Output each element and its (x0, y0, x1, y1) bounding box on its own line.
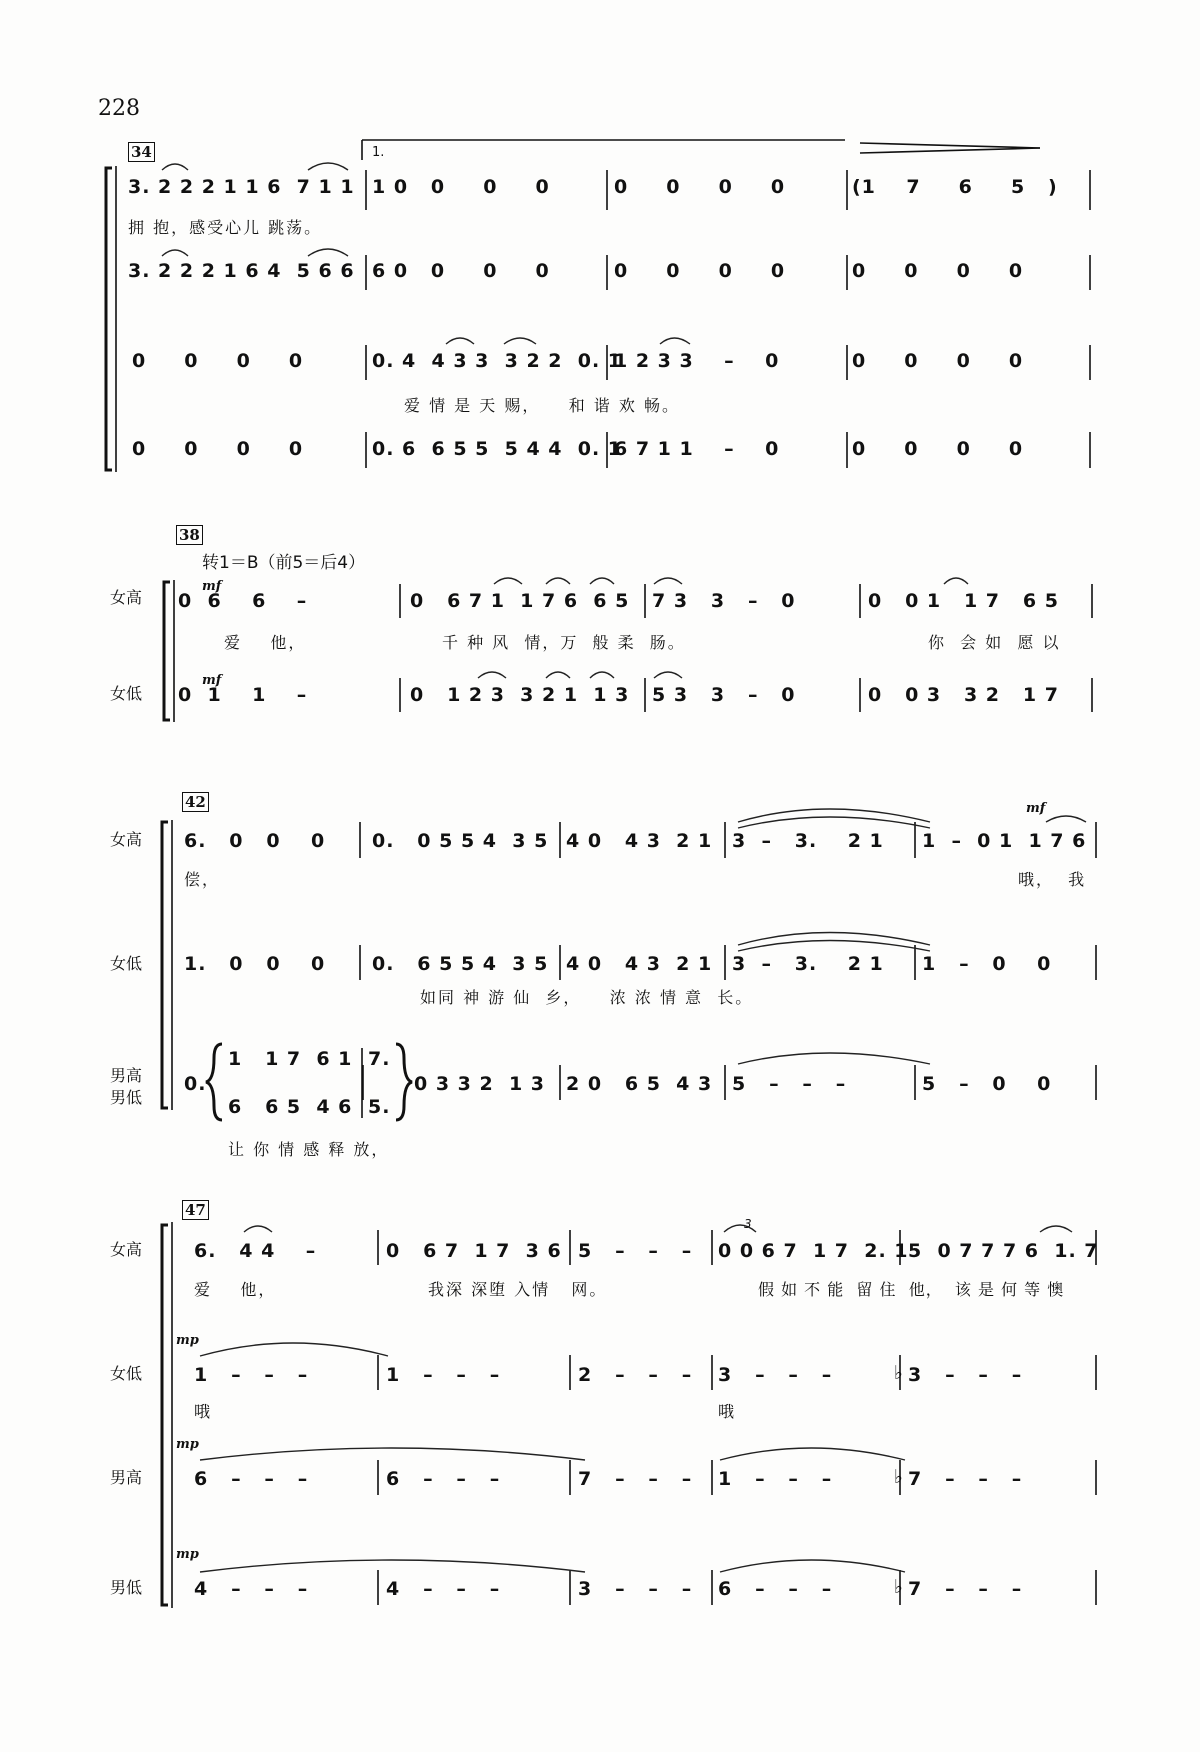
s3-sop-lyrics-2: 哦， 我 (1018, 870, 1087, 889)
s4-bar4: 0 0 0 0 (852, 438, 1024, 460)
s4-alto-bar4: 3 – – – (718, 1364, 833, 1386)
s4-bass-bar3: 3 – – – (578, 1578, 693, 1600)
label-sop-4: 女高 (110, 1240, 143, 1259)
alto-bar3: 5 3 3 – 0 (652, 684, 796, 706)
s4-bass-bar5: 7 – – – (908, 1578, 1023, 1600)
label-alto: 女低 (110, 684, 143, 703)
rehearsal-mark-42: 42 (182, 792, 209, 812)
s3-alto-bar3: 4 0 4 3 2 1 (566, 953, 713, 975)
s4-ten-bar5: 7 – – – (908, 1468, 1023, 1490)
s4-sop-lyrics-1: 爱 他， (194, 1280, 277, 1299)
s4-sop-bar1: 6. 4 4 – (194, 1240, 317, 1262)
men-bar2: 0 3 3 2 1 3 (414, 1073, 546, 1095)
s3-alto-bar2: 0. 6 5 5 4 3 5 (372, 953, 549, 975)
s3-sop-bar4: 3 – 3. 2 1 (732, 830, 884, 852)
s1-lyrics: 拥 抱，感受心儿 跳荡。 (128, 218, 323, 237)
decrescendo-hairpin (860, 143, 1040, 153)
triplet-mark: 3 (744, 1217, 752, 1231)
s3-bar4: 0 0 0 0 (852, 350, 1024, 372)
s3-alto-bar1: 1. 0 0 0 (184, 953, 326, 975)
system3-brackets (162, 820, 172, 1110)
s4-alto-bar1: 1 – – – (194, 1364, 309, 1386)
dynamic-mp-tenor: mp (176, 1437, 199, 1452)
men-brace-left (206, 1044, 222, 1120)
s4-alto-bar2: 1 – – – (386, 1364, 501, 1386)
label-alto-3: 女低 (110, 954, 143, 973)
s3-alto-bar5: 1 – 0 0 (922, 953, 1052, 975)
men-bar3: 2 0 6 5 4 3 (566, 1073, 713, 1095)
s4-sop-lyrics-3: 假 如 不 能 留 住 他， 该 是 何 等 懊 (758, 1280, 1065, 1299)
sop-lyrics-2: 千 种 风 情，万 般 柔 肠。 (442, 633, 686, 652)
s1-bar1: 3. 2 2 2 1 1 6 7 1 1 (128, 176, 355, 198)
s4-sop-bar3: 5 – – – (578, 1240, 693, 1262)
s3-alto-lyrics: 如同 神 游 仙 乡， 浓 浓 情 意 长。 (420, 988, 754, 1007)
s1-bar2: 1 0 0 0 0 (372, 176, 550, 198)
s4-alto-bar5: 3 – – – (908, 1364, 1023, 1386)
s2-bar3: 0 0 0 0 (614, 260, 786, 282)
alto-bar2: 0 1 2 3 3 2 1 1 3 (410, 684, 630, 706)
label-sop-3: 女高 (110, 830, 143, 849)
men-bar4: 5 – – – (732, 1073, 847, 1095)
system1-barlines (366, 170, 1090, 468)
sop-bar2: 0 6 7 1 1 7 6 6 5 (410, 590, 630, 612)
s4-bass-bar2: 4 – – – (386, 1578, 501, 1600)
label-alto-4: 女低 (110, 1364, 143, 1383)
men-upper-end: 7. (368, 1048, 391, 1070)
s4-ten-bar3: 7 – – – (578, 1468, 693, 1490)
s3-sop-bar5: 1 – 0 1 1 7 6 (922, 830, 1087, 852)
system4-brackets (162, 1222, 172, 1608)
label-tenor: 男高 (110, 1468, 143, 1487)
men-lyrics: 让 你 情 感 释 放， (228, 1140, 390, 1159)
alto-bar4: 0 0 3 3 2 1 7 (868, 684, 1059, 706)
s4-bar2: 0. 6 6 5 5 5 4 4 0. 1 (372, 438, 623, 460)
s3-bar1: 0 0 0 0 (132, 350, 304, 372)
rehearsal-mark-38: 38 (176, 525, 203, 545)
s4-bass-bar1: 4 – – – (194, 1578, 309, 1600)
dynamic-mf-alto: mf (202, 673, 222, 688)
label-men-bottom: 男低 (110, 1088, 143, 1107)
s4-bar3: 6 7 1 1 – 0 (614, 438, 780, 460)
dynamic-mf-sop: mf (202, 579, 222, 594)
men-lower-notes: 6 6 5 4 6 (228, 1096, 353, 1118)
label-sop: 女高 (110, 588, 143, 607)
men-bar5: 5 – 0 0 (922, 1073, 1052, 1095)
s1-bar3: 0 0 0 0 (614, 176, 786, 198)
s4-alto-lyrics-2: 哦 (718, 1402, 737, 1421)
key-change: 转1＝B（前5＝后4） (202, 553, 366, 573)
s4-bar1: 0 0 0 0 (132, 438, 304, 460)
s3-bar3: 1 2 3 3 – 0 (614, 350, 780, 372)
s4-alto-lyrics-1: 哦 (194, 1402, 213, 1421)
alto-bar1: 0 1 1 – (178, 684, 308, 706)
s2-bar4: 0 0 0 0 (852, 260, 1024, 282)
label-bass: 男低 (110, 1578, 143, 1597)
s1-bar4: (1 7 6 5 ) (852, 176, 1058, 198)
sop-bar3: 7 3 3 – 0 (652, 590, 796, 612)
men-pickup: 0. (184, 1073, 207, 1095)
s2-bar1: 3. 2 2 2 1 6 4 5 6 6 (128, 260, 355, 282)
system2-brackets (164, 580, 174, 722)
s3-alto-bar4: 3 – 3. 2 1 (732, 953, 884, 975)
system1-brackets (106, 166, 116, 472)
dynamic-mp-alto: mp (176, 1333, 199, 1348)
rehearsal-mark-47: 47 (182, 1200, 209, 1220)
s3-sop-bar1: 6. 0 0 0 (184, 830, 326, 852)
s4-alto-bar3: 2 – – – (578, 1364, 693, 1386)
men-lower-end: 5. (368, 1096, 391, 1118)
flat-sign-tenor: ♭ (894, 1466, 904, 1488)
volta-label: 1. (372, 145, 385, 160)
volta-bracket (362, 140, 845, 160)
s4-sop-bar2: 0 6 7 1 7 3 6 (386, 1240, 562, 1262)
s4-sop-bar4: 0 0 6 7 1 7 2. 1 (718, 1240, 909, 1262)
label-men-top: 男高 (110, 1066, 143, 1085)
s3-lyrics: 爱 情 是 天 赐， 和 谐 欢 畅。 (404, 396, 680, 415)
s4-sop-bar5: 5 0 7 7 7 6 1. 7 (908, 1240, 1099, 1262)
s4-sop-lyrics-2: 我深 深堕 入情 网。 (428, 1280, 608, 1299)
s3-sop-lyrics-1: 偿， (184, 870, 221, 889)
s3-bar2: 0. 4 4 3 3 3 2 2 0. 1 (372, 350, 623, 372)
men-brace-right (396, 1044, 412, 1120)
s2-bar2: 6 0 0 0 0 (372, 260, 550, 282)
page-number: 228 (98, 96, 140, 121)
flat-sign-alto: ♭ (894, 1362, 904, 1384)
s3-sop-bar3: 4 0 4 3 2 1 (566, 830, 713, 852)
dynamic-mp-bass: mp (176, 1547, 199, 1562)
sop-lyrics-1: 爱 他， (224, 633, 307, 652)
sop-lyrics-3: 你 会 如 愿 以 (928, 633, 1061, 652)
s4-bass-bar4: 6 – – – (718, 1578, 833, 1600)
s3-sop-bar2: 0. 0 5 5 4 3 5 (372, 830, 549, 852)
dynamic-mf-s3: mf (1026, 801, 1046, 816)
sop-bar1: 0 6 6 – (178, 590, 308, 612)
s4-ten-bar1: 6 – – – (194, 1468, 309, 1490)
flat-sign-bass: ♭ (894, 1576, 904, 1598)
men-upper-notes: 1 1 7 6 1 (228, 1048, 353, 1070)
s4-ten-bar2: 6 – – – (386, 1468, 501, 1490)
s4-ten-bar4: 1 – – – (718, 1468, 833, 1490)
rehearsal-mark-34: 34 (128, 142, 155, 162)
sop-bar4: 0 0 1 1 7 6 5 (868, 590, 1059, 612)
